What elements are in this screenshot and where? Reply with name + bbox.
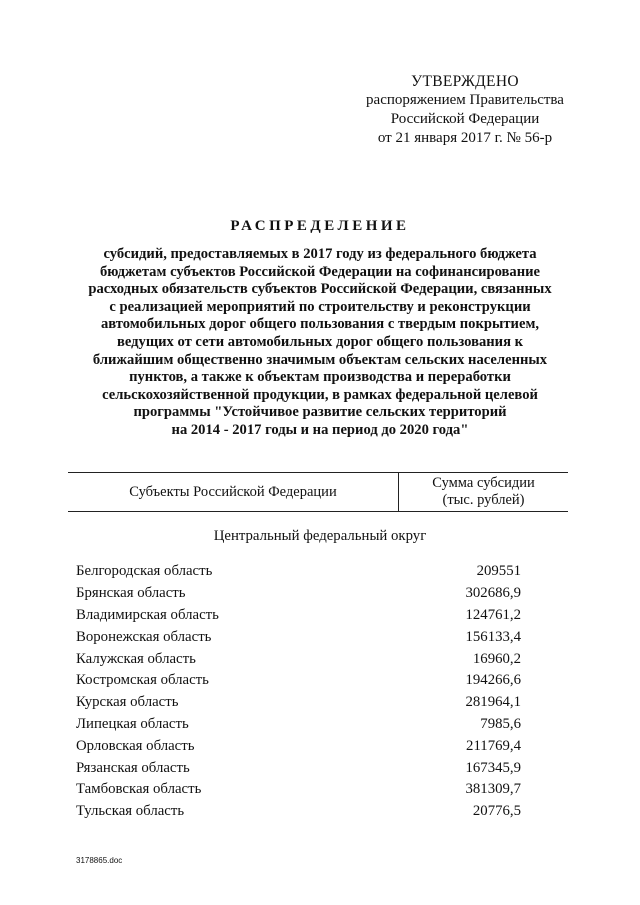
footer-file-name: 3178865.doc	[76, 856, 123, 865]
subsidy-amount: 167345,9	[465, 759, 521, 776]
subsidy-amount: 16960,2	[472, 650, 521, 667]
approval-line-2: Российской Федерации	[390, 111, 540, 127]
region-name: Орловская область	[76, 737, 195, 754]
approval-line-1: распоряжением Правительства	[366, 92, 564, 108]
region-name: Тамбовская область	[76, 781, 202, 798]
table-row	[76, 801, 556, 823]
approval-stamp	[350, 72, 580, 148]
subtitle-line: пунктов, а также к объектам производства и переработки	[129, 369, 511, 386]
table-row	[76, 714, 556, 736]
region-name: Владимирская область	[76, 606, 219, 623]
subsidy-amount: 281964,1	[465, 694, 521, 711]
subsidy-amount: 124761,2	[465, 606, 521, 623]
document-title: РАСПРЕДЕЛЕНИЕ	[230, 218, 410, 234]
subsidy-amount: 209551	[476, 563, 521, 580]
column-header-sum-line2: (тыс. рублей)	[442, 492, 525, 508]
table-row	[76, 735, 556, 757]
approval-heading: УТВЕРЖДЕНО	[411, 73, 519, 90]
table-row	[76, 583, 556, 605]
table-row	[76, 779, 556, 801]
subtitle-line: с реализацией мероприятий по строительству и реконструкции	[109, 298, 531, 315]
subsidy-amount: 7985,6	[480, 715, 521, 732]
table-row	[76, 626, 556, 648]
table-row	[76, 648, 556, 670]
subtitle-line: расходных обязательств субъектов Российской Федерации, связанных	[88, 281, 552, 298]
subtitle-line: программы "Устойчивое развитие сельских территорий	[133, 404, 507, 421]
subsidy-amount: 194266,6	[465, 672, 521, 689]
district-heading: Центральный федеральный округ	[213, 528, 427, 544]
column-header-sum-line1: Сумма субсидии	[432, 475, 535, 491]
table-row	[76, 561, 556, 583]
region-name: Курская область	[76, 694, 179, 711]
subtitle-line: автомобильных дорог общего пользования с твердым покрытием,	[100, 316, 540, 333]
subsidy-amount: 381309,7	[465, 781, 521, 798]
subsidy-table-body	[76, 561, 556, 823]
subsidy-amount: 20776,5	[472, 803, 521, 820]
region-name: Калужская область	[76, 650, 196, 667]
region-name: Тульская область	[76, 803, 185, 820]
subsidy-amount: 156133,4	[465, 628, 521, 645]
table-header	[68, 472, 568, 512]
subtitle-line: ближайшим общественно значимым объектам сельских населенных	[92, 351, 548, 368]
table-row	[76, 692, 556, 714]
subsidy-amount: 302686,9	[465, 585, 521, 602]
region-name: Брянская область	[76, 585, 186, 602]
table-row	[76, 757, 556, 779]
table-row	[76, 605, 556, 627]
column-header-sum	[398, 473, 568, 511]
subtitle-line: сельскохозяйственной продукции, в рамках федеральной целевой	[102, 386, 538, 403]
subtitle-line: субсидий, предоставляемых в 2017 году из федерального бюджета	[103, 246, 537, 262]
table-row	[76, 670, 556, 692]
subtitle-line: на 2014 - 2017 годы и на период до 2020 года"	[171, 421, 469, 438]
region-name: Воронежская область	[76, 628, 212, 645]
region-name: Костромская область	[76, 672, 209, 689]
region-name: Белгородская область	[76, 563, 213, 580]
subsidy-amount: 211769,4	[466, 737, 521, 754]
column-header-subject: Субъекты Российской Федерации	[129, 483, 337, 500]
approval-line-3: от 21 января 2017 г. № 56-р	[377, 130, 553, 146]
region-name: Липецкая область	[76, 715, 189, 732]
region-name: Рязанская область	[76, 759, 190, 776]
subtitle-line: бюджетам субъектов Российской Федерации на софинансирование	[99, 263, 541, 280]
subtitle-line: ведущих от сети автомобильных дорог общего пользования к	[116, 333, 524, 350]
document-subtitle	[70, 246, 570, 440]
